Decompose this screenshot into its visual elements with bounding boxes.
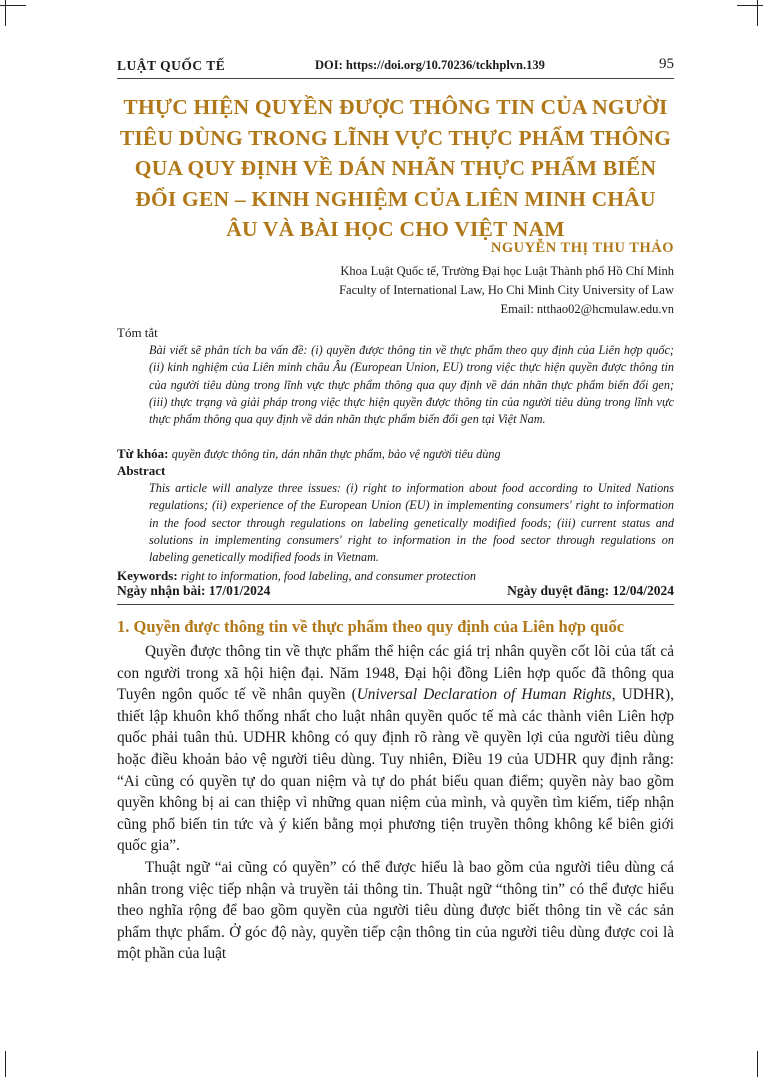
keywords-en <box>117 568 674 584</box>
running-header <box>117 58 674 78</box>
keywords-en-label: Keywords: <box>117 568 178 583</box>
date-received: Ngày nhận bài: 17/01/2024 <box>117 583 271 598</box>
crop-mark-top-right <box>757 0 758 26</box>
keywords-vi <box>117 446 674 462</box>
header-rule <box>117 78 674 79</box>
author-email[interactable]: Email: ntthao02@hcmulaw.edu.vn <box>500 302 674 316</box>
keywords-vi-text: quyền được thông tin, dán nhãn thực phẩm, bảo vệ người tiêu dùng <box>171 447 501 461</box>
abstract-vi-label: Tóm tắt <box>117 325 158 340</box>
paragraph-1 <box>117 641 674 857</box>
crop-mark-top-left-h <box>0 5 26 6</box>
paragraph-1-part-a: Quyền được thông tin về thực phẩm thể hiện các giá trị nhân quyền cốt lõi của tất cả con người trong xã hội hiện đại. Năm 1948, Đại hội đồng Liên hợp quốc đã thông qua Tuyên ngôn quốc tế về nhân quyền ( <box>117 643 674 704</box>
date-accepted: Ngày duyệt đăng: 12/04/2024 <box>507 583 674 598</box>
affiliation-vietnamese: Khoa Luật Quốc tế, Trường Đại học Luật Thành phố Hồ Chí Minh <box>340 264 674 278</box>
author-name: NGUYỄN THỊ THU THẢO <box>490 240 674 256</box>
dates-rule <box>117 604 674 605</box>
abstract-vi-text: Bài viết sẽ phân tích ba vấn đề: (i) quyền được thông tin về thực phẩm theo quy định của Liên hợp quốc; (ii) kinh nghiệm của Liên minh châu Âu (European Union, EU) trong việc thực hiện quyền được thông tin của người tiêu dùng trong lĩnh vực thực phẩm thông qua quy định về dán nhãn thực phẩm biến đổi gen; (iii) thực trạng và giải pháp trong việc thực hiện quyền được thông tin của người tiêu dùng trong lĩnh vực thực phẩm thông qua quy định về dán nhãn thực phẩm biến đổi gen tại Việt Nam. <box>149 343 674 427</box>
paragraph-1-part-b: , UDHR), thiết lập khuôn khổ thống nhất cho luật nhân quyền quốc tế mà các thành viên Liên hợp quốc phải tuân thủ. UDHR không có quy định rõ ràng về quyền lợi của người tiêu dùng hoặc điều khoản bảo vệ người tiêu dùng. Tuy nhiên, Điều 19 của UDHR quy định rằng: “Ai cũng có quyền tự do quan niệm và tự do phát biểu quan điểm; quyền này bao gồm quyền không bị ai can thiệp vì những quan niệm của mình, và quyền tìm kiếm, tiếp nhận cũng phổ biến tin tức và ý kiến bằng mọi phương tiện truyền thông không kể biên giới quốc gia”. <box>117 686 674 855</box>
section-1-heading: 1. Quyền được thông tin về thực phẩm theo quy định của Liên hợp quốc <box>117 617 625 636</box>
abstract-en-text: This article will analyze three issues: (i) right to information about food according to United Nations regulations; (ii) experience of the European Union (EU) in implementing consumers' right to information in the food sector through regulations on labeling genetically modified foods; (iii) current status and solutions in implementing consumers' right to information in the food sector through regulations on labeling genetically modified foods in Vietnam. <box>149 481 674 565</box>
article-title: THỰC HIỆN QUYỀN ĐƯỢC THÔNG TIN CỦA NGƯỜI TIÊU DÙNG TRONG LĨNH VỰC THỰC PHẨM THÔNG QUA QUY ĐỊNH VỀ DÁN NHÃN THỰC PHẨM BIẾN ĐỔI GEN – KINH NGHIỆM CỦA LIÊN MINH CHÂU ÂU VÀ BÀI HỌC CHO VIỆT NAM <box>119 95 672 241</box>
keywords-vi-label: Từ khóa: <box>117 446 169 461</box>
doi-link[interactable]: DOI: https://doi.org/10.70236/tckhplvn.139 <box>315 58 545 72</box>
article-dates <box>117 583 674 599</box>
paragraph-1-italic: Universal Declaration of Human Rights <box>356 686 612 704</box>
crop-mark-bottom-right <box>757 1051 758 1077</box>
crop-mark-bottom-left <box>5 1051 6 1077</box>
keywords-en-text: right to information, food labeling, and consumer protection <box>180 569 477 583</box>
crop-mark-top-left <box>5 0 6 26</box>
crop-mark-top-right-h <box>737 5 763 6</box>
journal-section: LUẬT QUỐC TẾ <box>117 58 226 73</box>
affiliation-english: Faculty of International Law, Ho Chi Minh City University of Law <box>339 283 674 297</box>
abstract-en-label: Abstract <box>117 463 166 478</box>
page-number: 95 <box>659 56 674 72</box>
paragraph-2: Thuật ngữ “ai cũng có quyền” có thể được hiểu là bao gồm của người tiêu dùng cá nhân trong việc tiếp nhận và truyền tải thông tin. Thuật ngữ “thông tin” có thể được hiểu theo nghĩa rộng để bao gồm quyền của người tiêu dùng được biết thông tin về các sản phẩm thực phẩm. Ở góc độ này, quyền tiếp cận thông tin của người tiêu dùng được coi là một phần của luật <box>117 858 674 963</box>
section-1-body <box>117 641 674 965</box>
